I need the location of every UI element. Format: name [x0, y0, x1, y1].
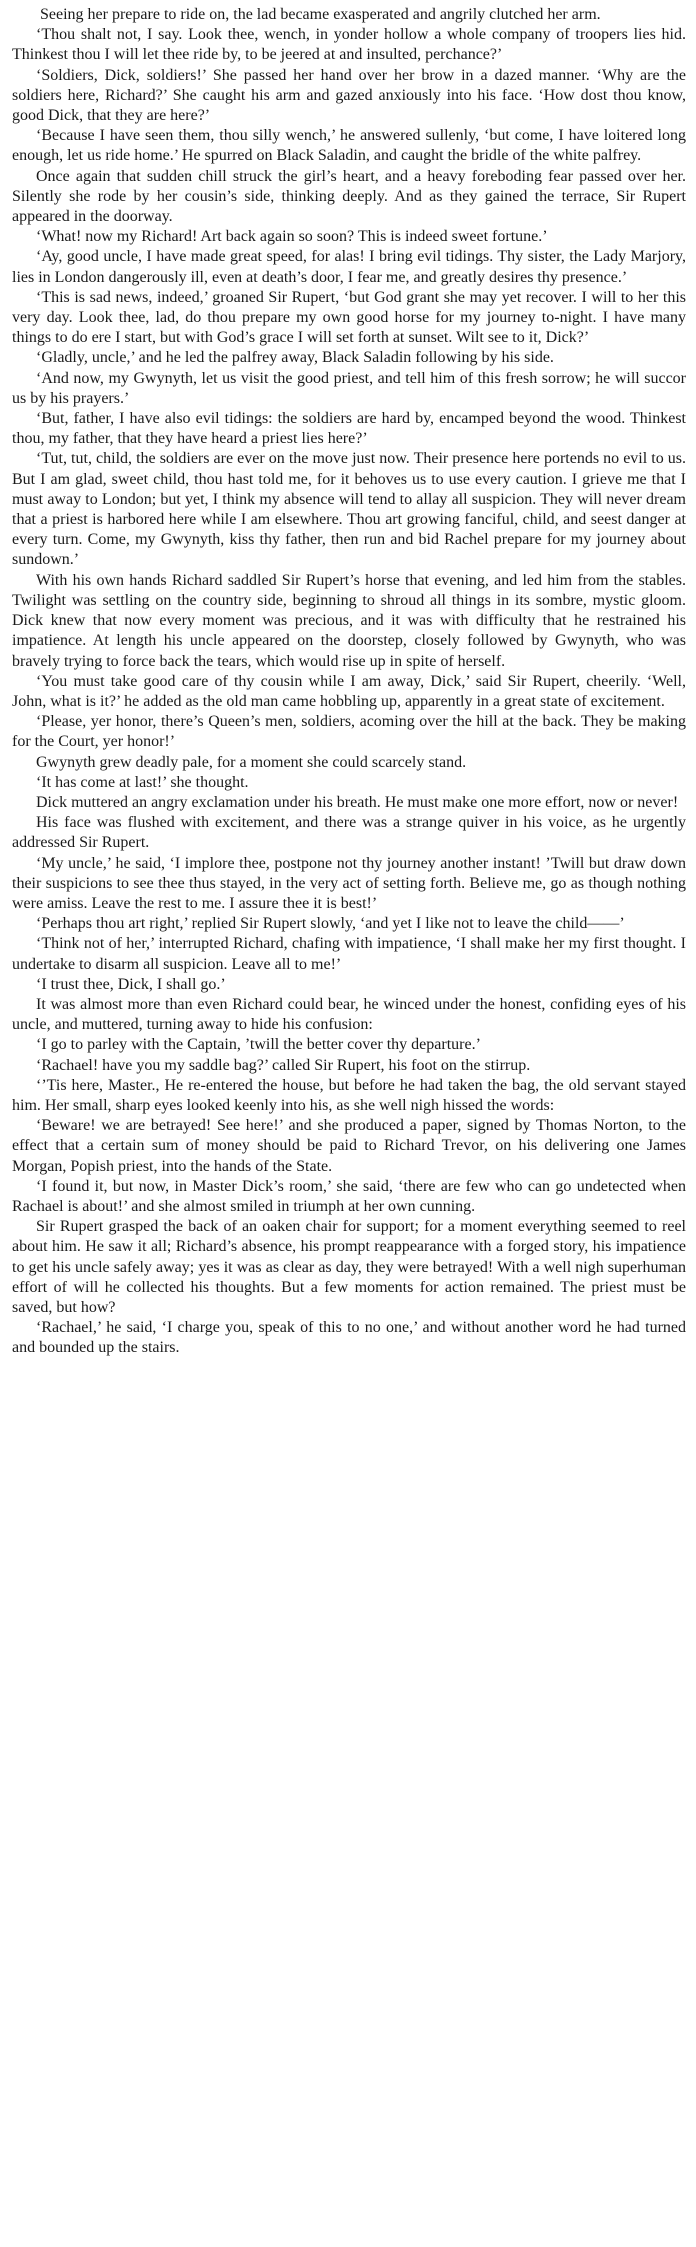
paragraph: ‘My uncle,’ he said, ‘I implore thee, postpone not thy journey another instant! ’Twill but draw down their suspicions to see thee thus stayed, in the very act of setting forth. Believe me, go as though nothing were amiss. Leave the rest to me. I assure thee it is best!’	[12, 854, 686, 912]
paragraph: ‘Because I have seen them, thou silly wench,’ he answered sullenly, ‘but come, I have loitered long enough, let us ride home.’ He spurred on Black Saladin, and caught the bridle of the white palfrey.	[12, 127, 686, 165]
paragraph: ‘You must take good care of thy cousin while I am away, Dick,’ said Sir Rupert, cheerily. ‘Well, John, what is it?’ he added as the old man came hobbling up, apparently in a great state of excitement.	[12, 672, 686, 710]
paragraph: It was almost more than even Richard could bear, he winced under the honest, confiding eyes of his uncle, and muttered, turning away to hide his confusion:	[12, 995, 686, 1034]
paragraph: Dick muttered an angry exclamation under his breath. He must make one more effort, now or never!	[36, 793, 679, 811]
paragraph: ‘Beware! we are betrayed! See here!’ and she produced a paper, signed by Thomas Norton, to the effect that a certain sum of money should be paid to Richard Trevor, on his delivering one James Morgan, Popish priest, into the hands of the State.	[12, 1117, 686, 1175]
paragraph: ‘I go to parley with the Captain, ’twill the better cover thy departure.’	[36, 1036, 481, 1054]
paragraph: Gwynyth grew deadly pale, for a moment she could scarcely stand.	[36, 753, 467, 771]
paragraph: ‘I found it, but now, in Master Dick’s room,’ she said, ‘there are few who can go undetected when Rachael is about!’ and she almost smiled in triumph at her own cunning.	[12, 1177, 686, 1215]
paragraph: ‘Rachael! have you my saddle bag?’ called Sir Rupert, his foot on the stirrup.	[36, 1056, 531, 1074]
paragraph: ‘It has come at last!’ she thought.	[36, 773, 249, 791]
paragraph: With his own hands Richard saddled Sir Rupert’s horse that evening, and led him from the stables. Twilight was settling on the country side, beginning to shroud all things in its sombre, mystic gloom. Dick knew that now every moment was precious, and it was with difficulty that he restrained his impatience. At length his uncle appeared on the doorstep, closely followed by Gwynyth, who was bravely trying to force back the tears, which would rise up in spite of herself.	[12, 571, 686, 670]
paragraph: Sir Rupert grasped the back of an oaken chair for support; for a moment everything seemed to reel about him. He saw it all; Richard’s absence, his prompt reappearance with a forged story, his impatience to get his uncle safely away; yes it was as clear as day, they were betrayed! With a well nigh superhuman effort of will he collected his thoughts. But a few moments for action remained. The priest must be saved, but how?	[12, 1218, 686, 1316]
paragraph: ‘Ay, good uncle, I have made great speed, for alas! I bring evil tidings. Thy sister, the Lady Marjory, lies in London dangerously ill, even at death’s door, I fear me, and greatly desires thy presence.’	[12, 248, 686, 286]
paragraph: ‘I trust thee, Dick, I shall go.’	[36, 975, 226, 993]
paragraph: ‘And now, my Gwynyth, let us visit the good priest, and tell him of this fresh sorrow; he will succor us by his prayers.’	[12, 369, 686, 407]
paragraph: ‘Please, yer honor, there’s Queen’s men, soldiers, acoming over the hill at the back. They be making for the Court, yer honor!’	[12, 713, 686, 751]
paragraph: ‘Tut, tut, child, the soldiers are ever on the move just now. Their presence here portends no evil to us. But I am glad, sweet child, thou hast told me, for it behoves us to use every caution. I grieve me that I must away to London; but yet, I think my absence will tend to allay all suspicion. They will never dream that a priest is harbored here while I am elsewhere. Thou art growing fanciful, child, and seest danger at every turn. Come, my Gwynyth, kiss thy father, then run and bid Rachel prepare for my journey about sundown.’	[12, 450, 686, 569]
paragraph: ‘But, father, I have also evil tidings: the soldiers are hard by, encamped beyond the wood. Thinkest thou, my father, that they have heard a priest lies here?’	[12, 410, 686, 448]
paragraph: ‘Thou shalt not, I say. Look thee, wench, in yonder hollow a whole company of troopers lies hid. Thinkest thou I will let thee ride by, to be jeered at and insulted, perchance?’	[12, 26, 686, 64]
paragraph: Seeing her prepare to ride on, the lad became exasperated and angrily clutched her arm.	[40, 6, 601, 23]
paragraph: ‘Gladly, uncle,’ and he led the palfrey away, Black Saladin following by his side.	[36, 349, 554, 367]
paragraph: ‘What! now my Richard! Art back again so soon? This is indeed sweet fortune.’	[36, 228, 548, 246]
paragraph: Once again that sudden chill struck the girl’s heart, and a heavy foreboding fear passed over her. Silently she rode by her cousin’s side, thinking deeply. And as they gained the terrace, Sir Rupert appeared in the doorway.	[12, 167, 686, 226]
paragraph: His face was flushed with excitement, and there was a strange quiver in his voice, as he urgently addressed Sir Rupert.	[12, 814, 686, 852]
paragraph: ‘Rachael,’ he said, ‘I charge you, speak of this to no one,’ and without another word he had turned and bounded up the stairs.	[12, 1319, 686, 1357]
paragraph: ‘This is sad news, indeed,’ groaned Sir Rupert, ‘but God grant she may yet recover. I will to her this very day. Look thee, lad, do thou prepare my own good horse for my journey to-night. I have many things to do ere I start, but with God’s grace I will set forth at sunset. Wilt see to it, Dick?’	[12, 288, 686, 347]
paragraph: ‘’Tis here, Master., He re-entered the house, but before he had taken the bag, the old servant stayed him. Her small, sharp eyes looked keenly into his, as she well nigh hissed the words:	[12, 1076, 686, 1114]
paragraph: ‘Soldiers, Dick, soldiers!’ She passed her hand over her brow in a dazed manner. ‘Why are the soldiers here, Richard?’ She caught his arm and gazed anxiously into his face. ‘How dost thou know, good Dick, that they are here?’	[12, 66, 686, 125]
paragraph: ‘Perhaps thou art right,’ replied Sir Rupert slowly, ‘and yet I like not to leave the child——’	[36, 915, 625, 933]
paragraph: ‘Think not of her,’ interrupted Richard, chafing with impatience, ‘I shall make her my first thought. I undertake to disarm all suspicion. Leave all to me!’	[12, 935, 686, 973]
